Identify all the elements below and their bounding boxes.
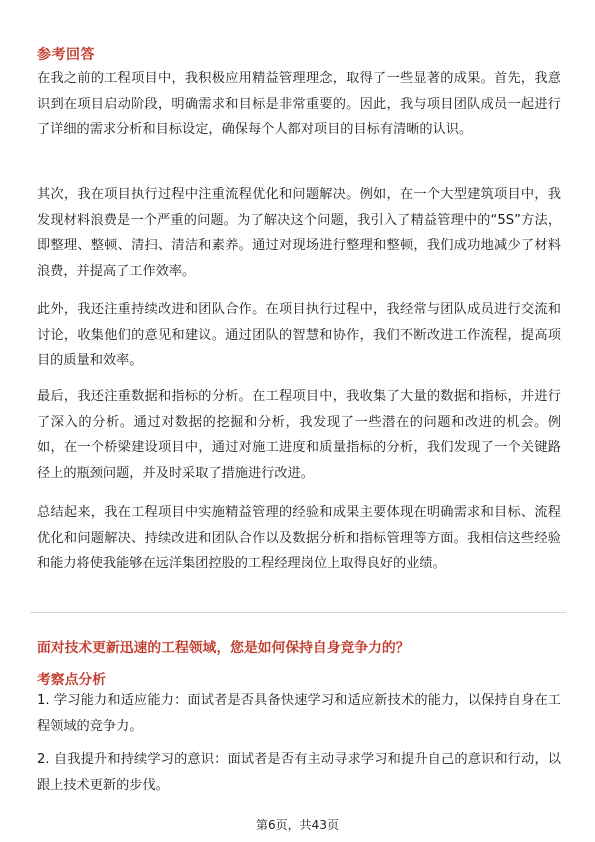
answer-paragraph-1: 在我之前的工程项目中，我积极应用精益管理理念，取得了一些显著的成果。首先，我意识到在项目启动阶段，明确需求和目标是非常重要的。因此，我与项目团队成员一起进行了详细的需求分析和目标设定，确保每个人都对项目的目标有清晰的认识。 [37, 71, 561, 138]
analysis-item-1: 1. 学习能力和适应能力：面试者是否具备快速学习和适应新技术的能力，以保持自身在工程领域的竞争力。 [37, 693, 561, 734]
answer-paragraph-4: 最后，我还注重数据和指标的分析。在工程项目中，我收集了大量的数据和指标，并进行了深入的分析。通过对数据的挖掘和分析，我发现了一些潜在的问题和改进的机会。例如，在一个桥梁建设项目中，通过对施工进度和质量指标的分析，我们发现了一个关键路径上的瓶颈问题，并及时采取了措施进行改进。 [37, 389, 561, 481]
answer-paragraph-5: 总结起来，我在工程项目中实施精益管理的经验和成果主要体现在明确需求和目标、流程优化和问题解决、持续改进和团队合作以及数据分析和指标管理等方面。我相信这些经验和能力将使我能够在远洋集团控股的工程经理岗位上取得良好的业绩。 [37, 505, 561, 572]
analysis-item-2: 2. 自我提升和持续学习的意识：面试者是否有主动寻求学习和提升自己的意识和行动，以跟上技术更新的步伐。 [37, 752, 561, 793]
answer-heading: 参考回答 [37, 47, 95, 63]
section-divider [30, 612, 566, 613]
answer-paragraph-3: 此外，我还注重持续改进和团队合作。在项目执行过程中，我经常与团队成员进行交流和讨论，收集他们的意见和建议。通过团队的智慧和协作，我们不断改进工作流程，提高项目的质量和效率。 [37, 302, 561, 369]
analysis-heading: 考察点分析 [37, 672, 106, 688]
interview-question: 面对技术更新迅速的工程领域，您是如何保持自身竞争力的？ [37, 640, 410, 656]
answer-paragraph-2: 其次，我在项目执行过程中注重流程优化和问题解决。例如，在一个大型建筑项目中，我发现材料浪费是一个严重的问题。为了解决这个问题，我引入了精益管理中的“5S”方法，即整理、整顿、清扫、清洁和素养。通过对现场进行整理和整顿，我们成功地减少了材料浪费，并提高了工作效率。 [37, 187, 561, 279]
page-number: 第6页，共43页 [256, 818, 339, 832]
